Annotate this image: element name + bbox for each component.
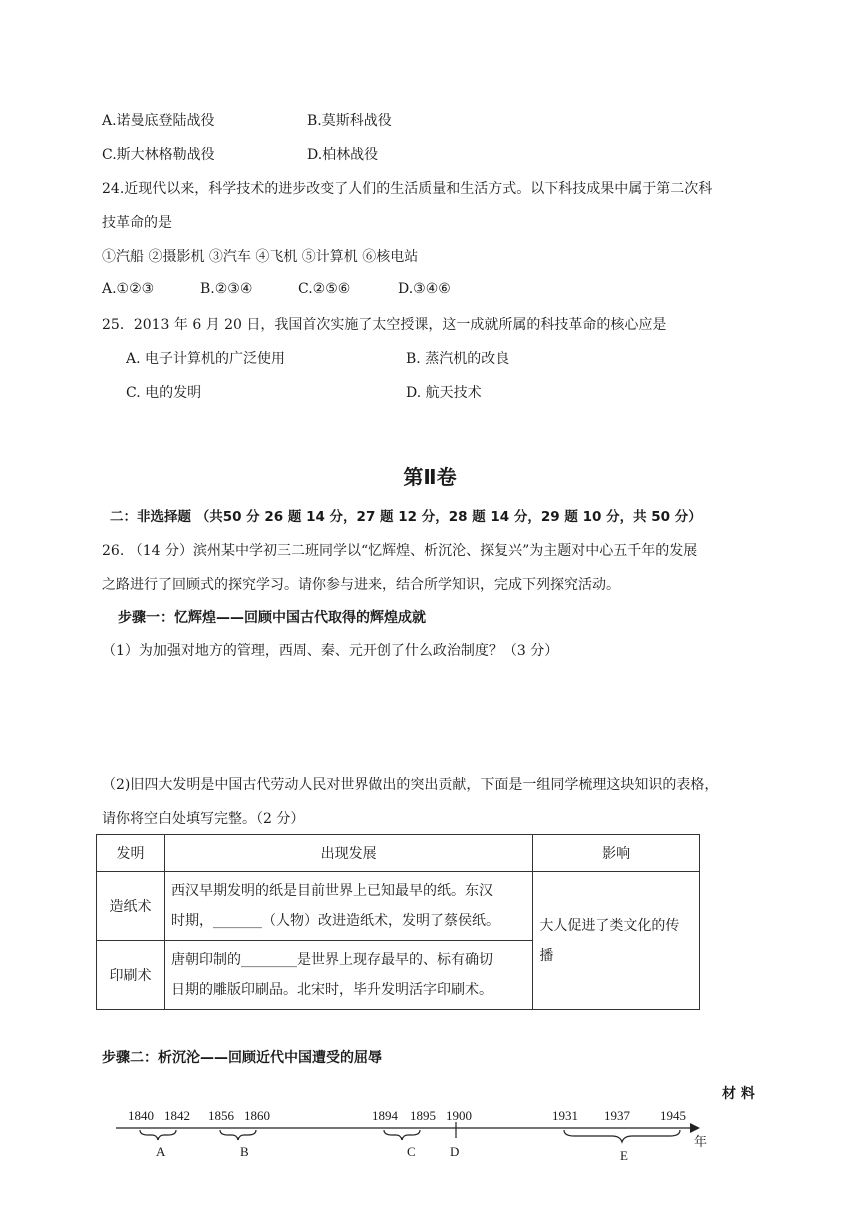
history-timeline (110, 1102, 710, 1164)
q24-option-c: C.②⑤⑥ (298, 281, 351, 297)
q24-option-d: D.③④⑥ (398, 281, 451, 297)
material-label: 材 料 (722, 1086, 755, 1102)
q24-option-a: A.①②③ (102, 281, 155, 297)
section-header: 二：非选择题 （共50 分 26 题 14 分，27 题 12 分，28 题 14 分，29 题 10 分，共 50 分） (110, 509, 702, 525)
table-cell-text: 播 (539, 947, 554, 964)
q24-stem-line2: 技革命的是 (102, 215, 172, 231)
timeline-brace-b (220, 1130, 256, 1140)
timeline-year: 1895 (410, 1108, 436, 1123)
table-header-row (97, 835, 700, 872)
timeline-year: 1900 (446, 1108, 472, 1123)
timeline-brace-c (384, 1130, 420, 1140)
timeline-year: 1856 (208, 1108, 234, 1123)
table-header-impact: 影响 (533, 835, 700, 872)
table-cell-invention: 印刷术 (97, 941, 165, 1010)
q25-stem: 25．2013 年 6 月 20 日，我国首次实施了太空授课，这一成就所属的科技革命的核心应是 (102, 317, 667, 333)
timeline-year: 1931 (552, 1108, 578, 1123)
timeline-year: 1842 (164, 1108, 190, 1123)
timeline-arrow-icon (690, 1123, 700, 1133)
q26-intro-line1: 26. （14 分）滨州某中学初三二班同学以“忆辉煌、析沉沦、探复兴”为主题对中心五千年的发展 (102, 543, 698, 559)
timeline-year: 1937 (604, 1108, 630, 1123)
timeline-label-b: B (240, 1144, 249, 1159)
q23-option-d: D.柏林战役 (307, 147, 379, 163)
table-cell-text: 唐朝印制的________是世界上现存最早的、标有确切 (170, 952, 493, 968)
table-cell-text: 西汉早期发明的纸是目前世界上已知最早的纸。东汉 (170, 883, 493, 899)
table-cell-text: 大人促进了类文化的传 (539, 917, 680, 934)
table-cell-text: 时期，_______（人物）改进造纸术，发明了蔡侯纸。 (170, 913, 500, 929)
q25-option-d: D. 航天技术 (406, 385, 482, 401)
table-cell-development (164, 872, 532, 941)
section-title: 第Ⅱ卷 (403, 465, 457, 489)
table-row (97, 872, 700, 941)
timeline-label-c: C (407, 1144, 416, 1159)
timeline-brace-a (140, 1130, 176, 1140)
timeline-year: 1945 (660, 1108, 686, 1123)
q24-items: ①汽船 ②摄影机 ③汽车 ④飞机 ⑤计算机 ⑥核电站 (102, 249, 419, 265)
q26-step1: 步骤一：忆辉煌——回顾中国古代取得的辉煌成就 (118, 610, 426, 626)
q24-option-b: B.②③④ (200, 281, 253, 297)
q26-sub1: （1）为加强对地方的管理，西周、秦、元开创了什么政治制度？（3 分） (102, 643, 559, 659)
timeline-brace-e (564, 1130, 680, 1142)
q26-sub2-line1: （2)旧四大发明是中国古代劳动人民对世界做出的突出贡献，下面是一组同学梳理这块知识的表格， (102, 777, 719, 793)
table-cell-text: 日期的雕版印刷品。北宋时，毕升发明活字印刷术。 (170, 982, 493, 998)
timeline-year: 1860 (244, 1108, 270, 1123)
timeline-label-d: D (450, 1144, 460, 1159)
q23-option-a: A.诺曼底登陆战役 (102, 113, 215, 129)
table-header-invention: 发明 (97, 835, 165, 872)
table-cell-impact (533, 872, 700, 1010)
q23-option-b: B.莫斯科战役 (307, 113, 392, 129)
timeline-label-e: E (620, 1148, 628, 1163)
timeline-year: 1894 (372, 1108, 398, 1123)
inventions-table (96, 834, 700, 1010)
q26-sub2-line2: 请你将空白处填写完整。（2 分） (102, 811, 305, 827)
table-cell-invention: 造纸术 (97, 872, 165, 941)
table-header-development: 出现发展 (164, 835, 532, 872)
q26-step2: 步骤二：析沉沦——回顾近代中国遭受的屈辱 (102, 1050, 382, 1066)
timeline-year: 1840 (128, 1108, 154, 1123)
q25-option-b: B. 蒸汽机的改良 (406, 351, 510, 367)
timeline-unit: 年 (694, 1134, 708, 1149)
q26-intro-line2: 之路进行了回顾式的探究学习。请你参与进来，结合所学知识，完成下列探究活动。 (102, 577, 620, 593)
timeline-label-a: A (156, 1144, 166, 1159)
q25-option-a: A. 电子计算机的广泛使用 (126, 351, 286, 367)
q24-stem-line1: 24.近现代以来，科学技术的进步改变了人们的生活质量和生活方式。以下科技成果中属于第二次科 (102, 181, 713, 197)
table-cell-development (164, 941, 532, 1010)
q23-option-c: C.斯大林格勒战役 (102, 147, 215, 163)
q25-option-c: C. 电的发明 (126, 385, 202, 401)
